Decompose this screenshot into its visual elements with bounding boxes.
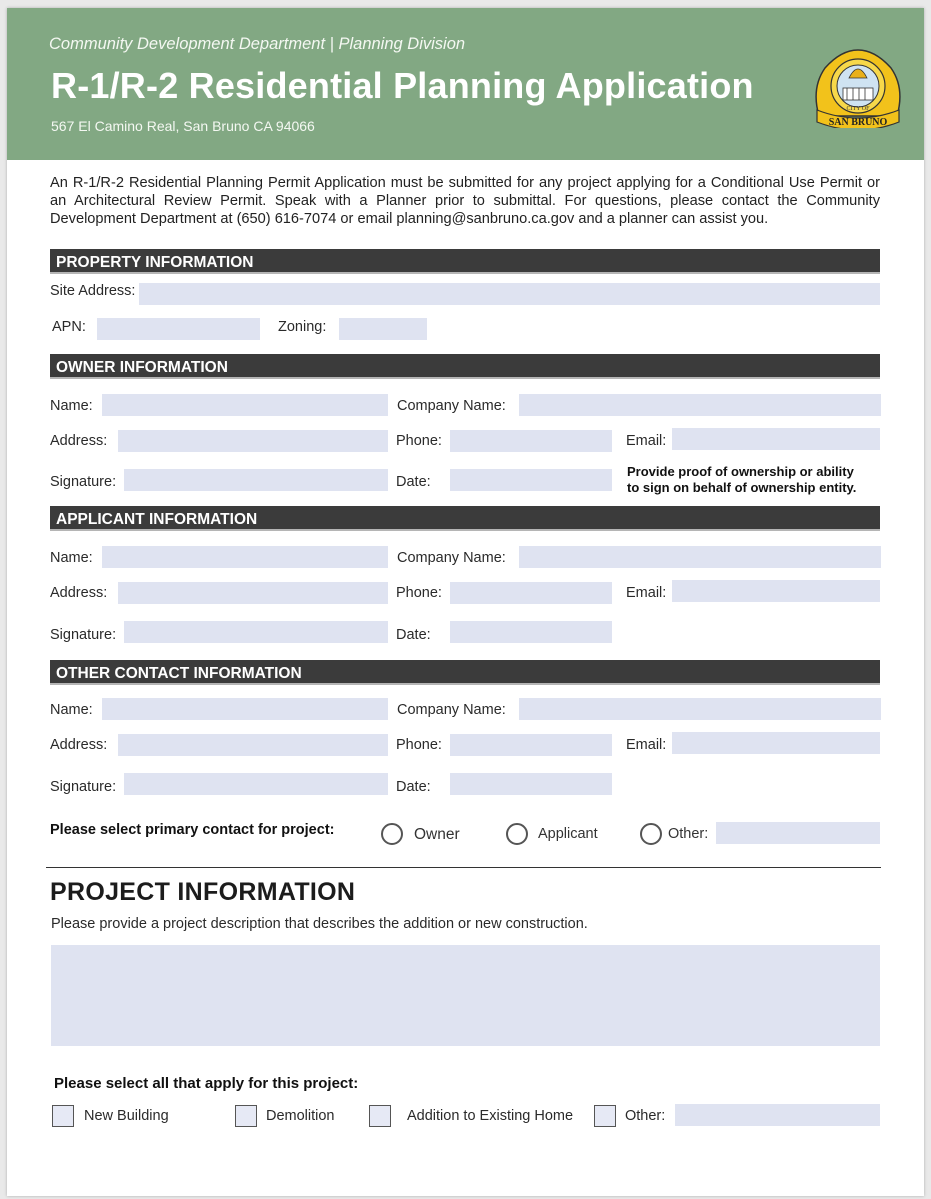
site-address-field[interactable]	[139, 283, 880, 305]
owner-date-label: Date:	[396, 474, 431, 490]
section-applicant-heading: APPLICANT INFORMATION	[50, 506, 880, 531]
ownership-proof-note-line1: Provide proof of ownership or ability	[627, 464, 854, 479]
demolition-label: Demolition	[266, 1108, 335, 1124]
other-date-label: Date:	[396, 779, 431, 795]
primary-contact-owner-label: Owner	[414, 826, 460, 843]
other-name-label: Name:	[50, 702, 93, 718]
ownership-proof-note-line2: to sign on behalf of ownership entity.	[627, 479, 857, 495]
section-other-contact-heading: OTHER CONTACT INFORMATION	[50, 660, 880, 685]
applicant-email-label: Email:	[626, 585, 667, 601]
apn-label: APN:	[52, 319, 86, 335]
owner-name-field[interactable]	[102, 394, 388, 416]
applicant-date-field[interactable]	[450, 621, 612, 643]
owner-email-field[interactable]	[672, 428, 880, 450]
project-heading: PROJECT INFORMATION	[50, 878, 356, 906]
zoning-label: Zoning:	[278, 319, 327, 335]
owner-signature-label: Signature:	[50, 474, 117, 490]
section-owner-heading: OWNER INFORMATION	[50, 354, 880, 379]
other-address-label: Address:	[50, 737, 108, 753]
owner-phone-field[interactable]	[450, 430, 612, 452]
owner-company-label: Company Name:	[397, 398, 506, 414]
owner-phone-label: Phone:	[396, 433, 442, 449]
svg-text:CITY OF: CITY OF	[846, 106, 870, 112]
other-project-field[interactable]	[675, 1104, 880, 1126]
new-building-checkbox[interactable]	[52, 1105, 74, 1127]
primary-contact-other-radio[interactable]	[640, 823, 662, 845]
applicant-email-field[interactable]	[672, 580, 880, 602]
applicant-address-field[interactable]	[118, 582, 388, 604]
primary-contact-applicant-radio[interactable]	[506, 823, 528, 845]
owner-email-label: Email:	[626, 433, 667, 449]
other-company-label: Company Name:	[397, 702, 506, 718]
other-signature-label: Signature:	[50, 779, 117, 795]
primary-contact-label: Please select primary contact for project:	[50, 822, 335, 838]
project-description-field[interactable]	[51, 945, 880, 1046]
section-property-heading: PROPERTY INFORMATION	[50, 249, 880, 274]
owner-company-field[interactable]	[519, 394, 881, 416]
applicant-name-label: Name:	[50, 550, 93, 566]
other-project-checkbox[interactable]	[594, 1105, 616, 1127]
owner-signature-field[interactable]	[124, 469, 388, 491]
other-phone-label: Phone:	[396, 737, 442, 753]
applicant-date-label: Date:	[396, 627, 431, 643]
applicant-company-label: Company Name:	[397, 550, 506, 566]
other-name-field[interactable]	[102, 698, 388, 720]
other-phone-field[interactable]	[450, 734, 612, 756]
primary-contact-applicant-label: Applicant	[538, 826, 598, 842]
intro-paragraph: An R-1/R-2 Residential Planning Permit Application must be submitted for any project applying for a Conditional Use Permit or an Architectural Review Permit. Speak with a Planner prior to submittal. For questions, please contact the Community Development Department at (650) 616-7074 or email planning@sanbruno.ca.gov and a planner can assist you.	[50, 175, 880, 227]
owner-address-field[interactable]	[118, 430, 388, 452]
applicant-phone-label: Phone:	[396, 585, 442, 601]
other-email-label: Email:	[626, 737, 667, 753]
city-seal-logo	[807, 48, 909, 128]
applicant-signature-label: Signature:	[50, 627, 117, 643]
department-line: Community Development Department | Planning Division	[49, 35, 466, 53]
new-building-label: New Building	[84, 1108, 169, 1124]
applicant-phone-field[interactable]	[450, 582, 612, 604]
addition-to-existing-home-checkbox[interactable]	[369, 1105, 391, 1127]
addition-to-existing-home-label: Addition to Existing Home	[407, 1108, 574, 1124]
ownership-proof-note	[627, 464, 856, 495]
owner-name-label: Name:	[50, 398, 93, 414]
project-description-prompt: Please provide a project description that describes the addition or new construction.	[51, 916, 588, 932]
zoning-field[interactable]	[339, 318, 427, 340]
primary-contact-other-label: Other:	[668, 826, 709, 842]
primary-contact-other-field[interactable]	[716, 822, 880, 844]
section-divider	[46, 867, 881, 868]
demolition-checkbox[interactable]	[235, 1105, 257, 1127]
applicant-signature-field[interactable]	[124, 621, 388, 643]
other-company-field[interactable]	[519, 698, 881, 720]
other-email-field[interactable]	[672, 732, 880, 754]
application-page	[7, 8, 924, 1196]
page-title: R-1/R-2 Residential Planning Application	[51, 65, 754, 106]
applicant-company-field[interactable]	[519, 546, 881, 568]
other-date-field[interactable]	[450, 773, 612, 795]
project-type-label: Please select all that apply for this project:	[54, 1075, 359, 1092]
applicant-address-label: Address:	[50, 585, 108, 601]
primary-contact-owner-radio[interactable]	[381, 823, 403, 845]
applicant-name-field[interactable]	[102, 546, 388, 568]
other-signature-field[interactable]	[124, 773, 388, 795]
other-project-label: Other:	[625, 1108, 666, 1124]
owner-date-field[interactable]	[450, 469, 612, 491]
site-address-label: Site Address:	[50, 283, 136, 299]
apn-field[interactable]	[97, 318, 260, 340]
owner-address-label: Address:	[50, 433, 108, 449]
svg-text:SAN BRUNO: SAN BRUNO	[828, 117, 888, 128]
header-banner	[7, 8, 924, 160]
office-address: 567 El Camino Real, San Bruno CA 94066	[51, 118, 315, 134]
other-address-field[interactable]	[118, 734, 388, 756]
